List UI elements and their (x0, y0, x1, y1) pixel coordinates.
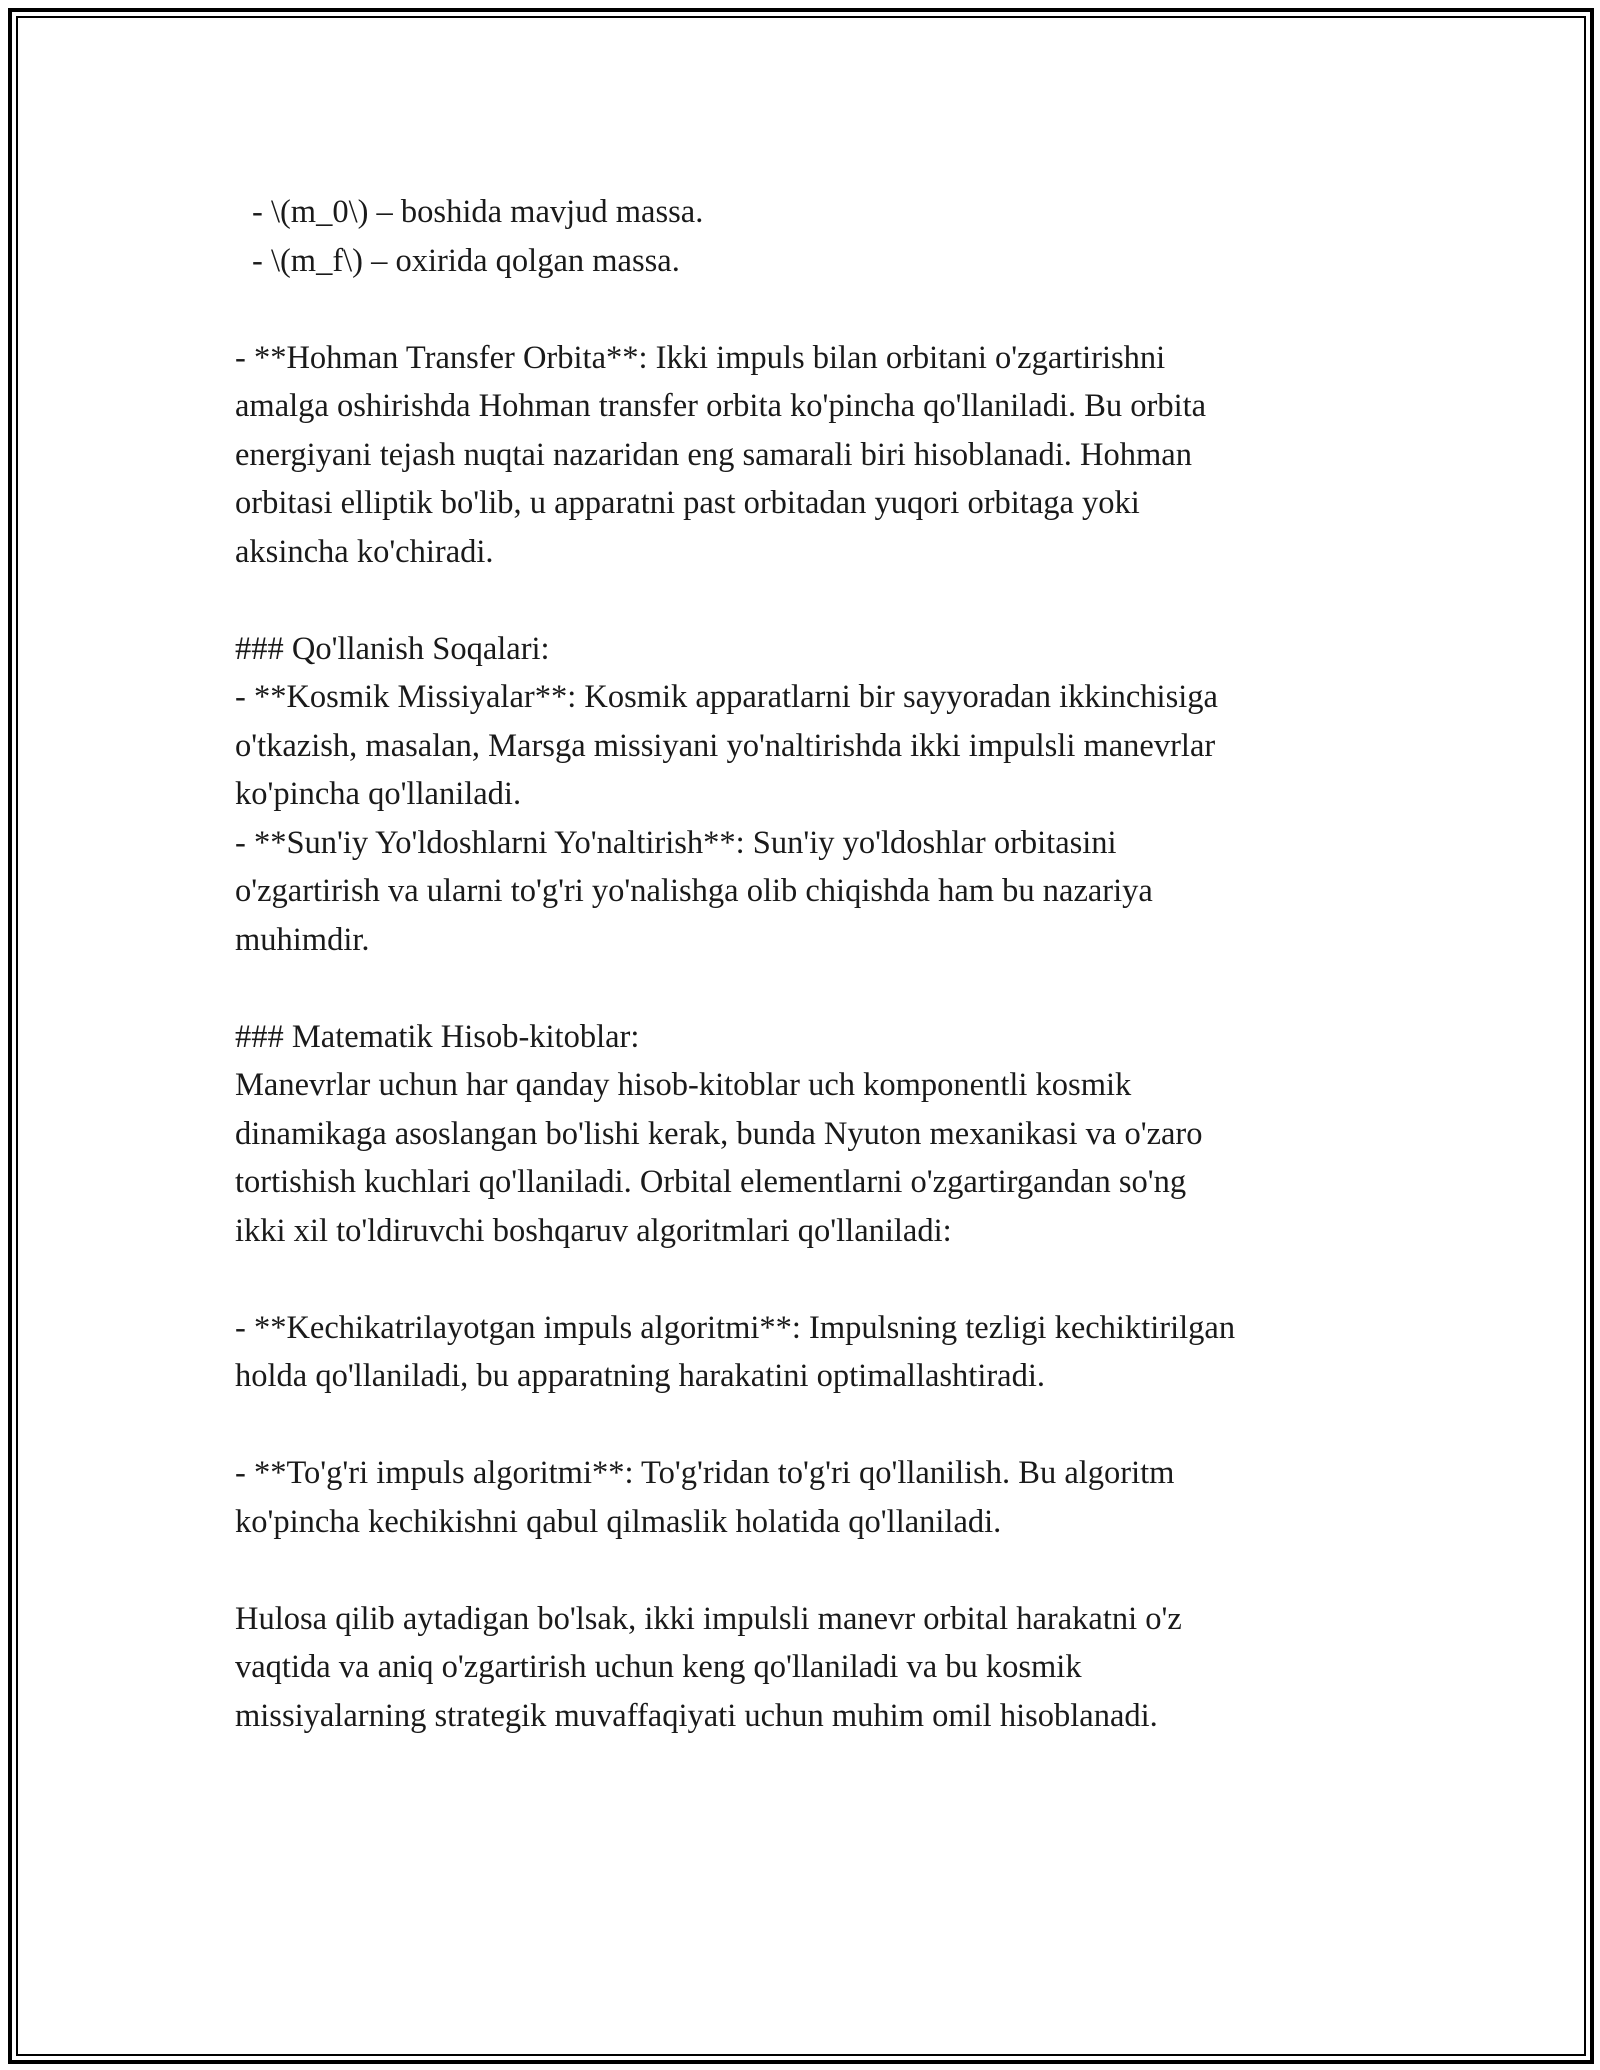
hohman-line: amalga oshirishda Hohman transfer orbita ko'pincha qo'llaniladi. Bu orbita (235, 388, 1207, 424)
math-line: dinamikaga asoslangan bo'lishi kerak, bunda Nyuton mexanikasi va o'zaro (235, 1115, 1203, 1152)
direct-line: - **To'g'ri impuls algoritmi**: To'g'ridan to'g'ri qo'llanilish. Bu algoritm (235, 1455, 1175, 1491)
applications-line: o'tkazish, masalan, Marsga missiyani yo'naltirishda ikki impulsli manevrlar (235, 727, 1216, 764)
hohman-paragraph (235, 334, 1385, 577)
conclusion-line: vaqtida va aniq o'zgartirish uchun keng qo'llaniladi va bu kosmik (235, 1649, 1082, 1685)
delayed-impulse-paragraph (235, 1304, 1385, 1401)
applications-line: o'zgartirish va ularni to'g'ri yo'nalishga olib chiqishda ham bu nazariya (235, 873, 1153, 909)
conclusion-line: Hulosa qilib aytadigan bo'lsak, ikki impulsli manevr orbital harakatni o'z (235, 1600, 1182, 1637)
delayed-line: - **Kechikatrilayotgan impuls algoritmi**: Impulsning tezligi kechiktirilgan (235, 1309, 1236, 1346)
spacer (235, 964, 1385, 1013)
applications-section (235, 625, 1385, 965)
variable-m0: - \(m_0\) – boshida mavjud massa. (252, 194, 704, 230)
math-line: ikki xil to'ldiruvchi boshqaruv algoritmlari qo'llaniladi: (235, 1212, 952, 1249)
direct-impulse-paragraph (235, 1449, 1385, 1546)
conclusion-paragraph (235, 1595, 1385, 1741)
spacer (235, 576, 1385, 625)
formula-variables (235, 188, 1385, 285)
math-section (235, 1013, 1385, 1256)
math-line: tortishish kuchlari qo'llaniladi. Orbital elementlarni o'zgartirgandan so'ng (235, 1164, 1187, 1200)
conclusion-line: missiyalarning strategik muvaffaqiyati uchun muhim omil hisoblanadi. (235, 1697, 1158, 1734)
variable-mf: - \(m_f\) – oxirida qolgan massa. (252, 242, 680, 279)
applications-line: muhimdir. (235, 921, 370, 958)
applications-line: ko'pincha qo'llaniladi. (235, 776, 522, 812)
document-body (235, 188, 1385, 1740)
hohman-line: aksincha ko'chiradi. (235, 533, 494, 570)
spacer (235, 285, 1385, 334)
math-line: Manevrlar uchun har qanday hisob-kitoblar uch komponentli kosmik (235, 1067, 1132, 1103)
math-heading: ### Matematik Hisob-kitoblar: (235, 1018, 640, 1055)
direct-line: ko'pincha kechikishni qabul qilmaslik holatida qo'llaniladi. (235, 1503, 1002, 1540)
hohman-line: orbitasi elliptik bo'lib, u apparatni past orbitadan yuqori orbitaga yoki (235, 485, 1140, 521)
spacer (235, 1546, 1385, 1595)
hohman-line: - **Hohman Transfer Orbita**: Ikki impuls bilan orbitani o'zgartirishni (235, 339, 1166, 376)
applications-line: - **Kosmik Missiyalar**: Kosmik apparatlarni bir sayyoradan ikkinchisiga (235, 679, 1218, 715)
spacer (235, 1401, 1385, 1450)
spacer (235, 1255, 1385, 1304)
hohman-line: energiyani tejash nuqtai nazaridan eng samarali biri hisoblanadi. Hohman (235, 436, 1192, 473)
applications-line: - **Sun'iy Yo'ldoshlarni Yo'naltirish**: Sun'iy yo'ldoshlar orbitasini (235, 824, 1117, 861)
applications-heading: ### Qo'llanish Soqalari: (235, 630, 550, 667)
delayed-line: holda qo'llaniladi, bu apparatning harakatini optimallashtiradi. (235, 1358, 1046, 1394)
